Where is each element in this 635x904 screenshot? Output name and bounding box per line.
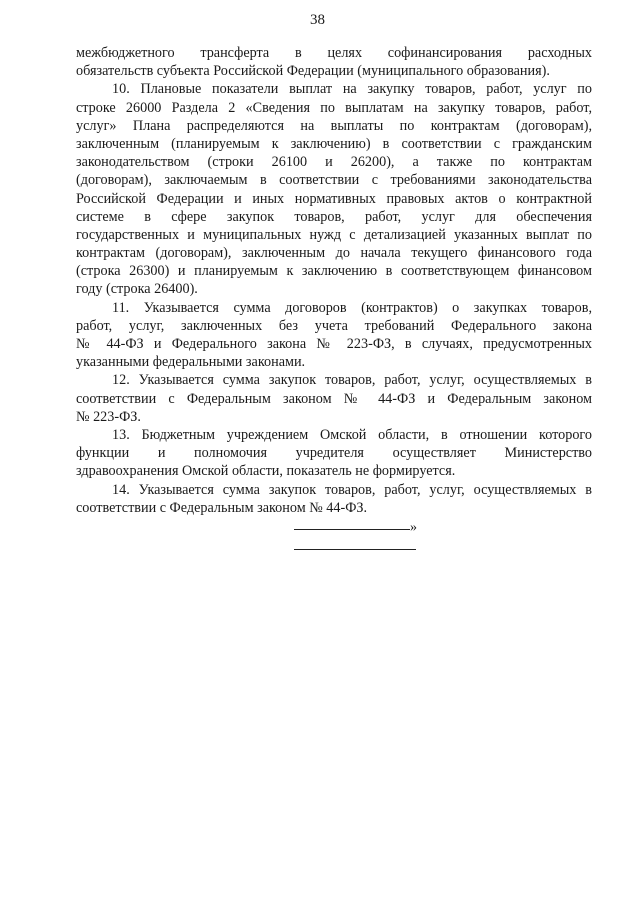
text-line: функции и полномочия учредителя осуществляет Министерство <box>76 445 592 462</box>
text-line: № 223-ФЗ. <box>76 408 141 425</box>
text-line: строке 26000 Раздела 2 «Сведения по выплатам на закупку товаров, работ, <box>76 99 592 116</box>
page-number: 38 <box>310 12 325 28</box>
text-line: указанными федеральными законами. <box>76 354 306 371</box>
text-line: услуг» Плана распределяются на выплаты по контрактам (договорам), <box>76 117 592 134</box>
text-line: 11. Указывается сумма договоров (контрактов) о закупках товаров, <box>112 299 592 316</box>
text-line: соответствии с Федеральным законом № 44-ФЗ. <box>76 499 368 516</box>
text-line: № 44-ФЗ и Федерального закона № 223-ФЗ, в случаях, предусмотренных <box>76 336 592 352</box>
text-line: 12. Указывается сумма закупок товаров, работ, услуг, осуществляемых в <box>112 372 592 389</box>
closing-rule-top <box>294 529 410 530</box>
text-line: межбюджетного трансферта в целях софинансирования расходных <box>76 45 592 61</box>
closing-rule-bottom <box>294 549 416 550</box>
text-line: соответствии с Федеральным законом № 44-ФЗ и Федеральным законом <box>76 390 592 407</box>
text-line: работ, услуг, заключенных без учета требований Федерального закона <box>76 317 592 334</box>
text-line: 13. Бюджетным учреждением Омской области, в отношении которого <box>112 426 592 443</box>
text-line: контрактам (договорам), заключенным до начала текущего финансового года <box>76 245 592 262</box>
text-line: Российской Федерации и иных нормативных правовых актов о контрактной <box>76 190 592 207</box>
body-text <box>76 44 592 517</box>
text-line: здравоохранения Омской области, показатель не формируется. <box>76 463 456 480</box>
text-line: 14. Указывается сумма закупок товаров, работ, услуг, осуществляемых в <box>112 481 592 498</box>
text-line: обязательств субъекта Российской Федерации (муниципального образования). <box>76 63 550 80</box>
text-line: законодательством (строки 26100 и 26200), а также по контрактам <box>76 154 592 171</box>
text-line: (строка 26300) и планируемым к заключению в соответствующем финансовом <box>76 263 592 280</box>
text-line: (договорам), заключаемым в соответствии с требованиями законодательства <box>76 172 592 189</box>
text-line: системе в сфере закупок товаров, работ, услуг для обеспечения <box>76 208 592 225</box>
text-line: заключенным (планируемым к заключению) в соответствии с гражданским <box>76 135 592 152</box>
text-line: государственных и муниципальных нужд с детализацией указанных выплат по <box>76 226 592 243</box>
text-line: 10. Плановые показатели выплат на закупку товаров, работ, услуг по <box>112 81 592 98</box>
text-line: году (строка 26400). <box>76 281 198 298</box>
closing-quote: » <box>410 520 417 535</box>
closing-mark <box>294 520 434 540</box>
